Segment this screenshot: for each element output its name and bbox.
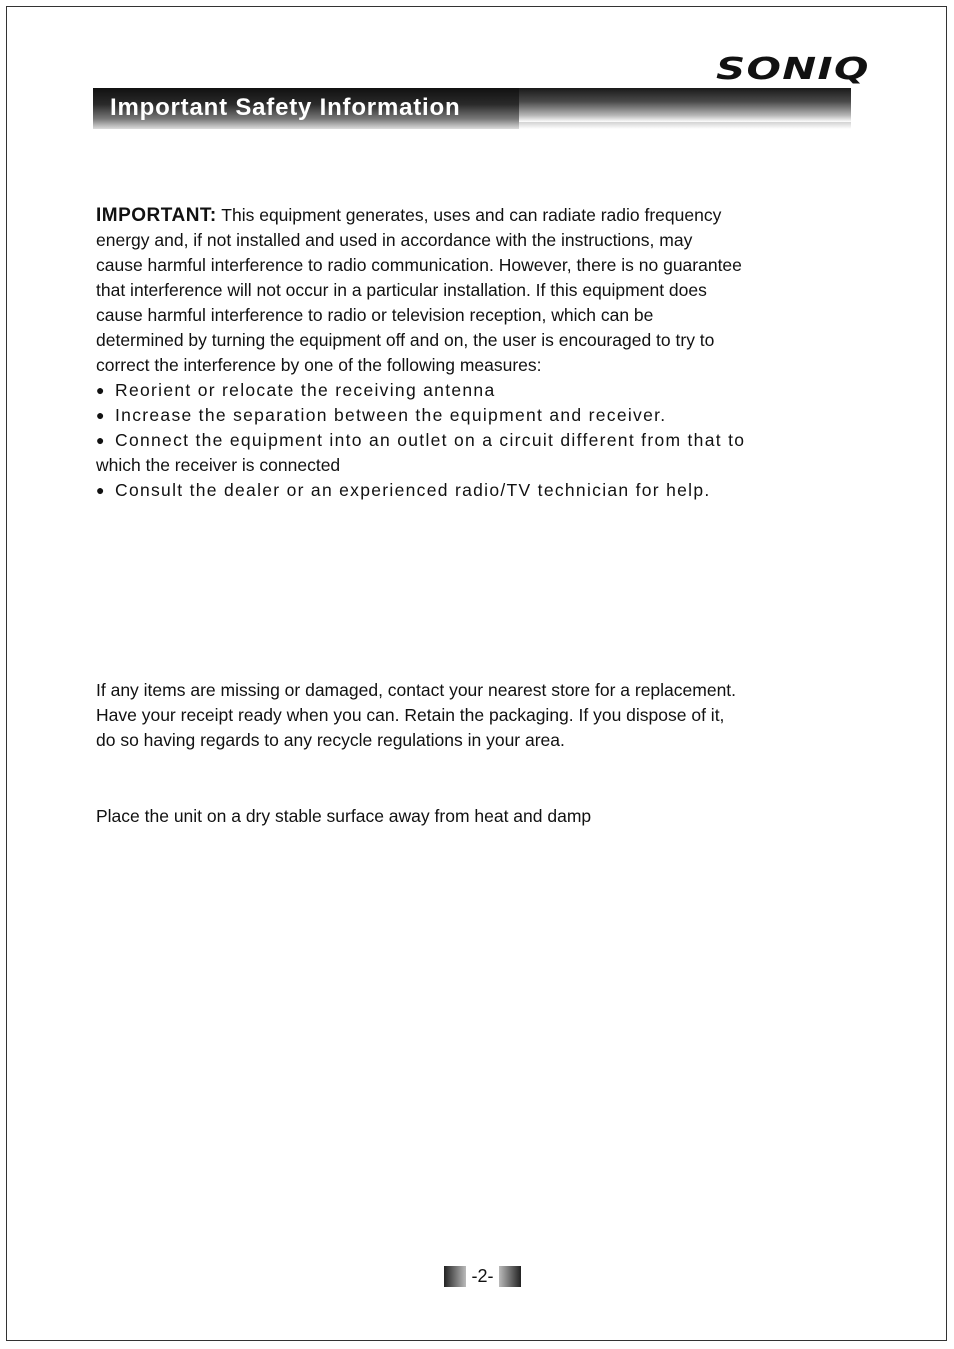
important-line-4: that interference will not occur in a particular installation. If this equipment does	[96, 280, 707, 300]
important-paragraph	[96, 203, 856, 378]
important-line-1-text: This equipment generates, uses and can radiate radio frequency	[216, 205, 722, 225]
missing-line-1: If any items are missing or damaged, contact your nearest store for a replacement.	[96, 680, 737, 700]
list-item-text: Increase the separation between the equipment and receiver.	[115, 405, 667, 425]
list-item-text: Reorient or relocate the receiving antenna	[115, 380, 496, 400]
brand-logo: SONIQ	[716, 52, 870, 87]
page-number-left-gradient	[444, 1266, 466, 1287]
list-item	[96, 403, 856, 428]
list-item	[96, 478, 856, 503]
bullet-icon: ●	[96, 432, 105, 448]
bullet-icon: ●	[96, 382, 105, 398]
important-line-2: energy and, if not installed and used in accordance with the instructions, may	[96, 230, 693, 250]
important-label: IMPORTANT:	[96, 205, 217, 226]
page-number	[444, 1266, 521, 1287]
page-number-right-gradient	[499, 1266, 521, 1287]
list-item	[96, 428, 856, 453]
list-item-text: Connect the equipment into an outlet on a circuit different from that to	[115, 430, 746, 450]
important-line-3: cause harmful interference to radio communication. However, there is no guarantee	[96, 255, 742, 275]
measures-list	[96, 378, 856, 503]
important-line-5: cause harmful interference to radio or television reception, which can be	[96, 305, 654, 325]
placement-line-1: Place the unit on a dry stable surface away from heat and damp	[96, 806, 592, 826]
page-number-text: -2-	[471, 1266, 494, 1286]
bullet-icon: ●	[96, 482, 105, 498]
page-title: Important Safety Information	[110, 94, 461, 121]
list-item-text: Consult the dealer or an experienced radio/TV technician for help.	[115, 480, 711, 500]
list-item-continuation: which the receiver is connected	[96, 455, 341, 475]
placement-paragraph	[96, 804, 856, 829]
missing-items-paragraph	[96, 678, 866, 753]
missing-line-3: do so having regards to any recycle regulations in your area.	[96, 730, 565, 750]
important-line-1	[96, 203, 856, 228]
bullet-icon: ●	[96, 407, 105, 423]
header-gradient	[519, 88, 851, 122]
list-item	[96, 378, 856, 403]
important-line-7: correct the interference by one of the following measures:	[96, 355, 542, 375]
missing-line-2: Have your receipt ready when you can. Retain the packaging. If you dispose of it,	[96, 705, 725, 725]
important-line-6: determined by turning the equipment off and on, the user is encouraged to try to	[96, 330, 715, 350]
